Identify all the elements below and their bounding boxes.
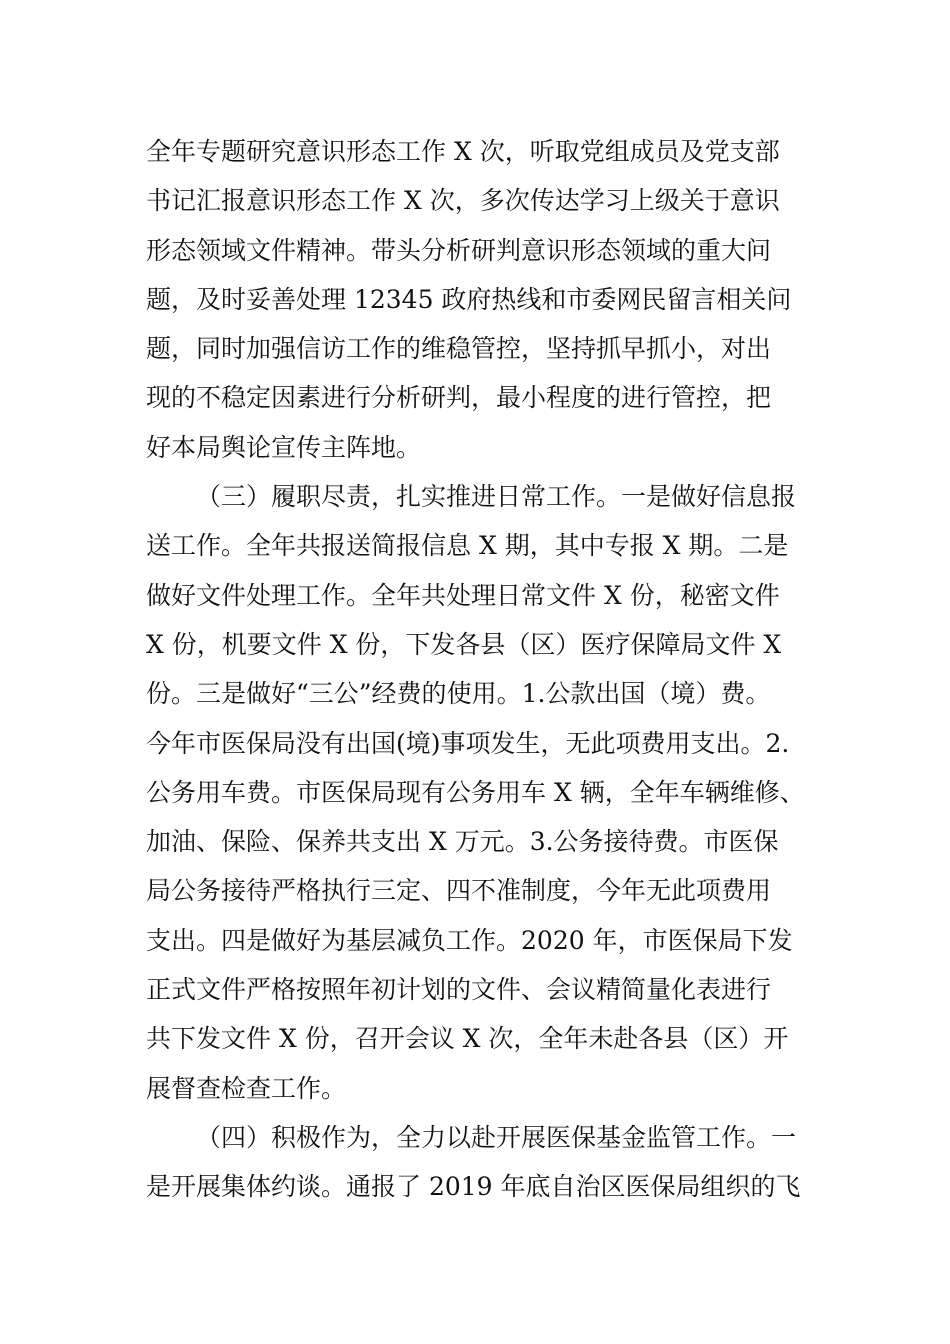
- text-line: 正式文件严格按照年初计划的文件、会议精简量化表进行: [146, 975, 772, 1005]
- text-line: 加油、保险、保养共支出 X 万元。3.公务接待费。市医保: [146, 827, 779, 857]
- text-line: 送工作。全年共报送简报信息 X 期，其中专报 X 期。二是: [146, 531, 789, 561]
- text-line: 现的不稳定因素进行分析研判，最小程度的进行管控，把: [146, 383, 772, 413]
- text-line: 题，同时加强信访工作的维稳管控，坚持抓早抓小，对出: [146, 334, 772, 364]
- text-line: 全年专题研究意识形态工作 X 次，听取党组成员及党支部: [146, 137, 780, 166]
- text-line: 形态领域文件精神。带头分析研判意识形态领域的重大问: [146, 235, 772, 265]
- document-body: [146, 127, 816, 1212]
- text-line: 书记汇报意识形态工作 X 次，多次传达学习上级关于意识: [146, 186, 780, 216]
- text-line: 共下发文件 X 份，召开会议 X 次，全年未赴各县（区）开: [146, 1024, 789, 1054]
- text-line: （四）积极作为，全力以赴开展医保基金监管工作。一: [196, 1122, 797, 1152]
- text-line: 今年市医保局没有出国(境)事项发生，无此项费用支出。2.: [146, 728, 790, 758]
- text-line: 做好文件处理工作。全年共处理日常文件 X 份，秘密文件: [146, 580, 780, 610]
- text-line: 局公务接待严格执行三定、四不准制度，今年无此项费用: [146, 876, 772, 906]
- text-line: X 份，机要文件 X 份，下发各县（区）医疗保障局文件 X: [146, 629, 782, 659]
- text-line: 是开展集体约谈。通报了 2019 年底自治区医保局组织的飞: [146, 1172, 801, 1202]
- text-line: 题，及时妥善处理 12345 政府热线和市委网民留言相关问: [146, 284, 792, 314]
- text-line: （三）履职尽责，扎实推进日常工作。一是做好信息报: [196, 482, 797, 512]
- text-line: 支出。四是做好为基层减负工作。2020 年，市医保局下发: [146, 925, 793, 955]
- text-line: 展督查检查工作。: [146, 1073, 347, 1103]
- text-line: 好本局舆论宣传主阵地。: [146, 432, 422, 462]
- text-line: 份。三是做好“三公”经费的使用。1.公款出国（境）费。: [146, 679, 771, 709]
- text-line: 公务用车费。市医保局现有公务用车 X 辆，全年车辆维修、: [146, 777, 805, 807]
